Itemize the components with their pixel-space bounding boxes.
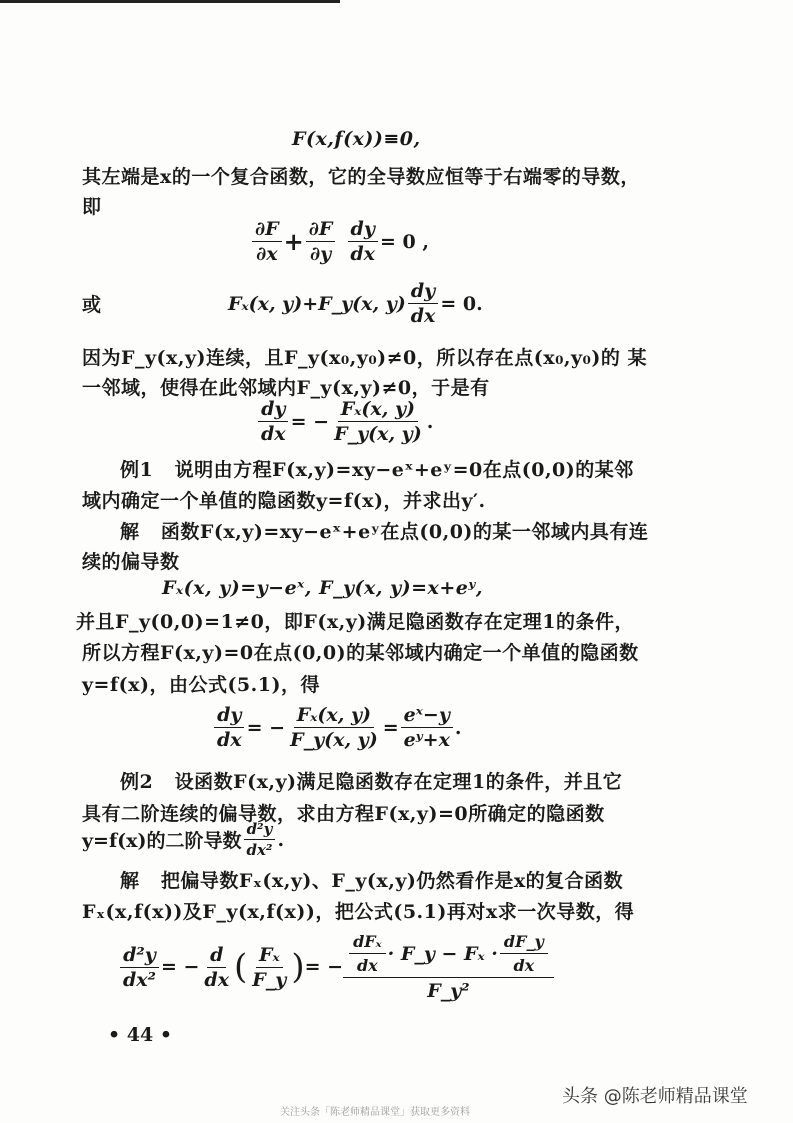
- fraction-denominator: F_y(x, y): [290, 729, 378, 751]
- example-label: 例1: [120, 459, 154, 481]
- paragraph-line: 因为F_y(x,y)连续，且F_y(x₀,y₀)≠0，所以存在点(x₀,y₀)的 某: [82, 347, 647, 369]
- paragraph-line: 其左端是x的一个复合函数，它的全导数应恒等于右端零的导数，: [82, 166, 640, 188]
- fraction-numerator: dy: [258, 398, 288, 422]
- fraction-denominator: F_y²: [427, 980, 470, 1002]
- equation-total-derivative: [250, 218, 429, 265]
- fraction-denominator: dx: [217, 729, 242, 751]
- fraction-numerator: d²y: [120, 944, 159, 968]
- fraction-denominator: dx: [350, 243, 376, 265]
- fraction-denominator: F_y(x, y): [334, 423, 422, 445]
- fraction-numerator: d: [207, 944, 226, 968]
- or-label: 或: [82, 294, 102, 316]
- operator: = −: [246, 716, 286, 739]
- example-label: 例2: [120, 771, 154, 793]
- paragraph-line: 并且F_y(0,0)=1≠0，即F(x,y)满足隐函数存在定理1的条件，: [76, 611, 635, 633]
- fraction-numerator: Fₓ(x, y): [338, 398, 418, 422]
- example-1-line: [120, 455, 634, 482]
- operator: = −: [290, 410, 330, 433]
- fraction-numerator: d²y: [244, 820, 276, 840]
- solution-1-line: [120, 517, 648, 544]
- solution-2-line: [120, 866, 623, 893]
- fraction-numerator: dy: [408, 280, 438, 304]
- fraction-denominator: ∂y: [309, 243, 332, 265]
- operator: =: [382, 716, 399, 739]
- fraction-numerator: ∂F: [306, 218, 336, 242]
- solution-text: 把偏导数Fₓ(x,y)、F_y(x,y)仍然看作是x的复合函数: [160, 870, 624, 892]
- fraction-denominator: dx²: [123, 968, 156, 991]
- fraction-numerator: dFₓ: [349, 932, 386, 954]
- example-2-line: [120, 767, 622, 794]
- fraction-denominator: dx: [261, 423, 286, 445]
- fraction-numerator: eˣ−y: [401, 704, 453, 728]
- fraction-denominator: dx: [204, 968, 230, 991]
- equation-implicit-derivative: [256, 398, 433, 445]
- left-paren: (: [234, 947, 248, 987]
- fraction-numerator: ∂F: [252, 218, 282, 242]
- operator: = −: [160, 956, 200, 978]
- fraction-denominator: dx: [513, 956, 535, 975]
- equation-tail: = 0.: [440, 292, 483, 315]
- right-paren: ): [291, 947, 305, 987]
- solution-text: 函数F(x,y)=xy−eˣ+eʸ在点(0,0)的某一邻域内具有连: [160, 521, 649, 543]
- equation-second-derivative: [118, 932, 554, 1002]
- paragraph-line-with-fraction: [82, 820, 284, 859]
- watermark: 头条 @陈老师精品课堂: [562, 1086, 748, 1107]
- equation-lhs: Fₓ(x, y)+F_y(x, y): [228, 292, 406, 315]
- equation-tail: = 0 ,: [380, 230, 429, 253]
- footer-note: 关注头条「陈老师精品课堂」获取更多资料: [280, 1107, 470, 1118]
- example-text: y=f(x)的二阶导数: [82, 830, 242, 852]
- fraction-denominator: dx: [356, 956, 378, 975]
- equation-identity: F(x,f(x))≡0,: [292, 128, 421, 150]
- operator: +: [283, 227, 304, 256]
- operator: = −: [304, 956, 344, 978]
- paragraph-line: 域内确定一个单值的隐函数y=f(x)，并求出y′.: [82, 490, 486, 512]
- equation-tail: .: [454, 716, 462, 739]
- fraction-denominator: eʸ+x: [403, 729, 450, 751]
- example-text: 设函数F(x,y)满足隐函数存在定理1的条件，并且它: [174, 771, 623, 793]
- fraction-denominator: dx: [410, 305, 436, 327]
- fraction-numerator: Fₓ(x, y): [294, 704, 374, 728]
- paragraph-line: 具有二阶连续的偏导数，求由方程F(x,y)=0所确定的隐函数: [82, 803, 605, 825]
- equation-example-1-result: [212, 704, 462, 751]
- equation-tail: .: [426, 410, 434, 433]
- solution-label: 解: [120, 521, 140, 543]
- fraction-numerator: dy: [214, 704, 244, 728]
- paragraph-line: Fₓ(x,f(x))及F_y(x,f(x))，把公式(5.1)再对x求一次导数，得: [82, 901, 635, 923]
- equation-middle: · F_y − Fₓ ·: [387, 942, 498, 965]
- fraction-numerator: Fₓ: [256, 944, 283, 968]
- paragraph-line: 续的偏导数: [82, 551, 180, 573]
- paragraph-line: 所以方程F(x,y)=0在点(0,0)的某邻域内确定一个单值的隐函数: [82, 642, 639, 664]
- paragraph-line: 即: [82, 196, 102, 218]
- fraction-numerator: dy: [348, 218, 378, 242]
- example-text: 说明由方程F(x,y)=xy−eˣ+eʸ=0在点(0,0)的某邻: [174, 459, 634, 481]
- equation-tail: .: [277, 828, 285, 851]
- solution-label: 解: [120, 870, 140, 892]
- paragraph-line: 一邻域，使得在此邻域内F_y(x,y)≠0，于是有: [82, 377, 490, 399]
- fraction-denominator: ∂x: [256, 243, 278, 265]
- equation-partials: Fₓ(x, y)=y−eˣ, F_y(x, y)=x+eʸ,: [162, 577, 483, 599]
- equation-partial-form: [228, 280, 483, 327]
- page-number: • 44 •: [108, 1024, 172, 1046]
- top-rule: [0, 0, 340, 3]
- fraction-denominator: F_y: [252, 968, 287, 991]
- paragraph-line: y=f(x)，由公式(5.1)，得: [82, 674, 320, 696]
- fraction-numerator: dF_y: [500, 932, 548, 954]
- fraction-denominator: dx²: [246, 841, 273, 859]
